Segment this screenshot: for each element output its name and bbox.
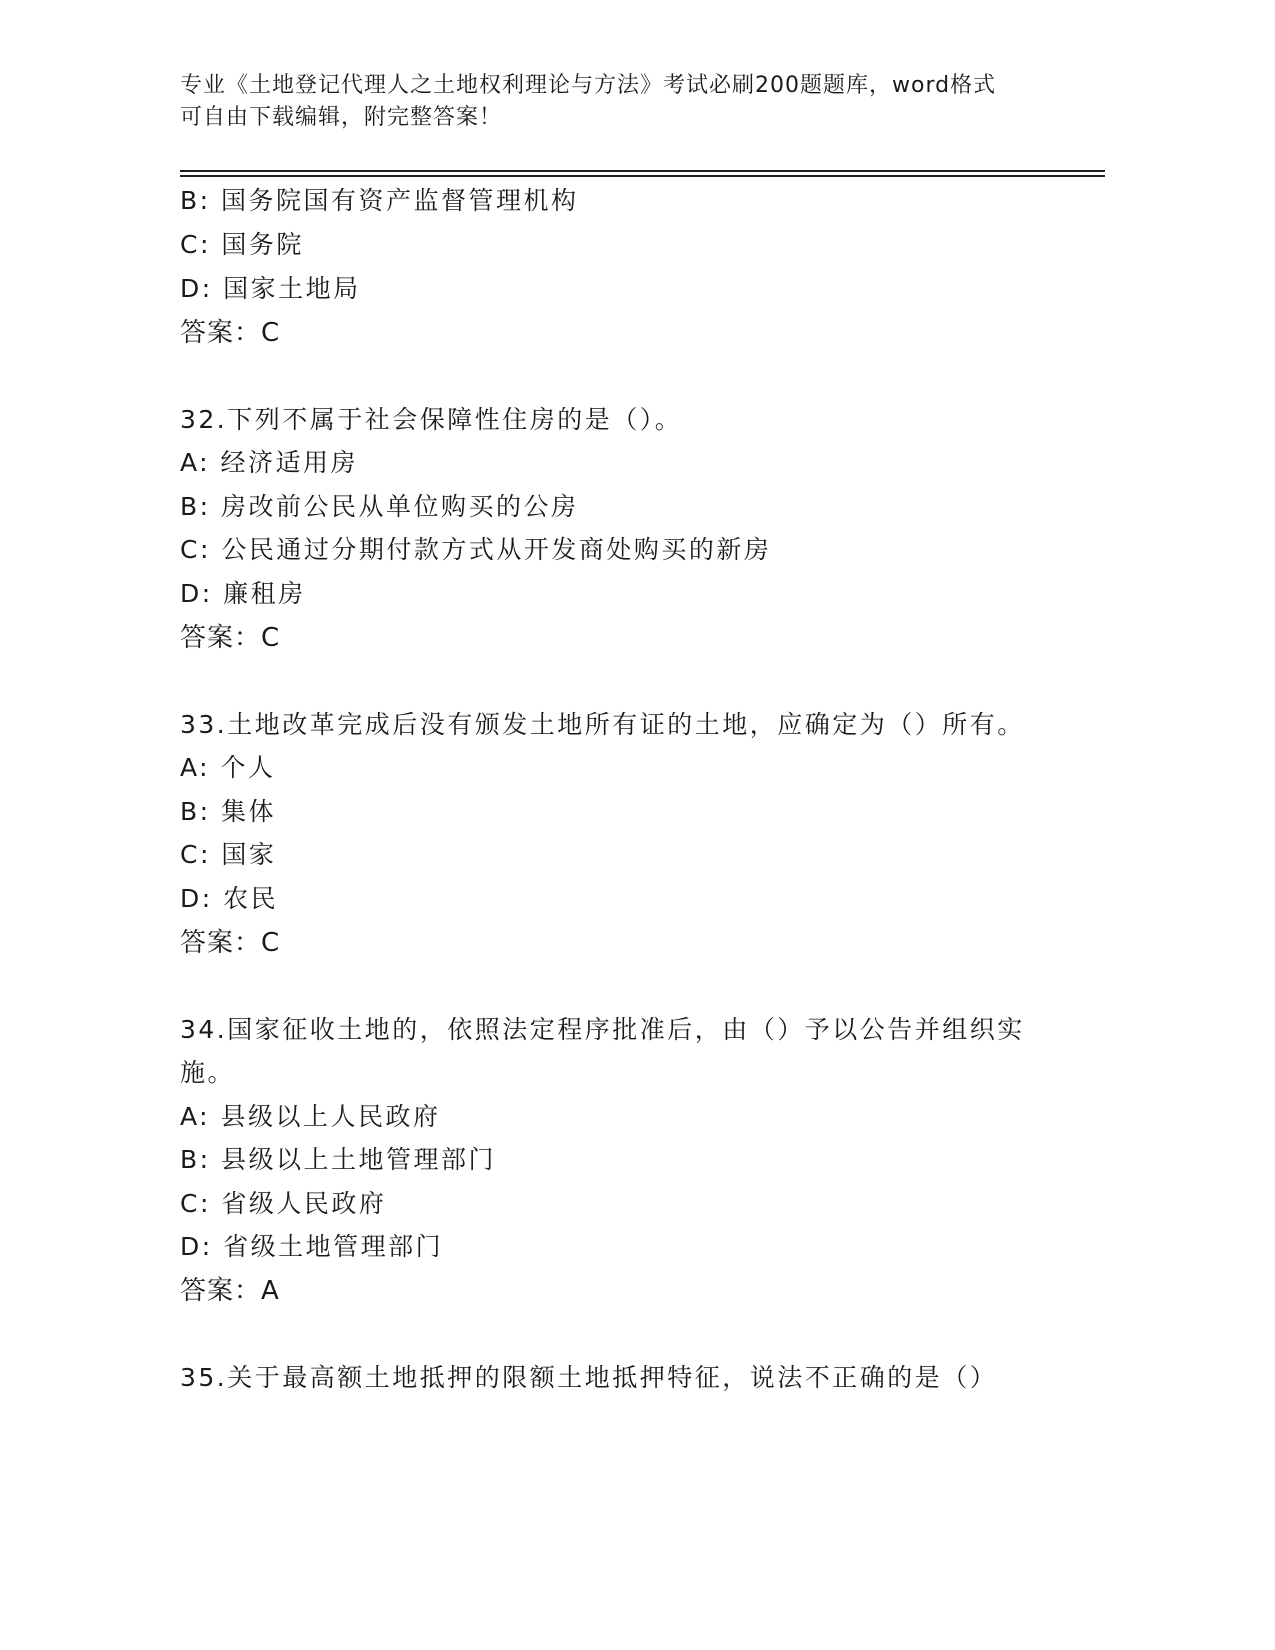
q34-stem-line-1: 34.国家征收土地的，依照法定程序批准后，由（）予以公告并组织实 [180,1015,1025,1044]
header-divider-bottom [180,175,1105,177]
q32-option-b: B: 房改前公民从单位购买的公房 [180,492,579,521]
q33-answer: 答案：C [180,928,281,958]
q32-option-a: A: 经济适用房 [180,448,359,477]
q34-option-d: D: 省级土地管理部门 [180,1232,444,1261]
q34-answer: 答案：A [180,1276,280,1306]
q31-option-b: B: 国务院国有资产监督管理机构 [180,186,579,215]
document-header [180,70,1080,134]
q31-option-d: D: 国家土地局 [180,274,361,303]
header-line-1: 专业《土地登记代理人之土地权利理论与方法》考试必刷200题题库，word格式 [180,73,997,98]
q32-option-c: C: 公民通过分期付款方式从开发商处购买的新房 [180,535,772,564]
q34-option-c: C: 省级人民政府 [180,1189,387,1218]
q31-option-c: C: 国务院 [180,230,304,259]
q32-option-d: D: 廉租房 [180,579,306,608]
q35-stem: 35.关于最高额土地抵押的限额土地抵押特征，说法不正确的是（） [180,1363,998,1392]
q34-stem-line-2: 施。 [180,1058,236,1087]
q34-option-b: B: 县级以上土地管理部门 [180,1145,497,1174]
q33-option-b: B: 集体 [180,797,277,826]
q33-option-a: A: 个人 [180,753,276,782]
header-line-2: 可自由下载编辑，附完整答案！ [180,105,503,130]
q34-option-a: A: 县级以上人民政府 [180,1102,441,1131]
q33-option-d: D: 农民 [180,884,279,913]
q32-answer: 答案：C [180,623,281,653]
q31-answer: 答案：C [180,318,281,348]
q33-stem: 33.土地改革完成后没有颁发土地所有证的土地，应确定为（）所有。 [180,710,1025,739]
header-divider-top [180,170,1105,172]
q32-stem: 32.下列不属于社会保障性住房的是（）。 [180,405,683,434]
q33-option-c: C: 国家 [180,840,277,869]
